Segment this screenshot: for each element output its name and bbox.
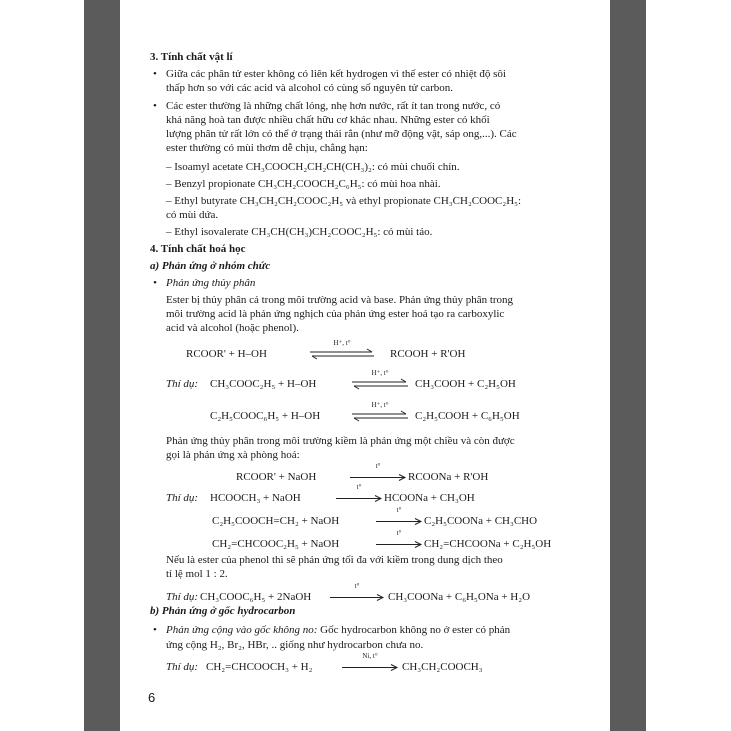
equation-5-condition: t° — [356, 483, 362, 491]
saponification-paragraph-line-1: Phản ứng thủy phân trong môi trường kiềm là phản ứng một chiều và còn được — [166, 435, 515, 447]
equation-4-condition: t° — [375, 462, 381, 470]
arrow-right-icon — [330, 594, 384, 601]
saponification-paragraph-line-2: gọi là phản ứng xà phòng hoá: — [166, 449, 300, 461]
equation-9-condition: Ni, t° — [362, 652, 378, 660]
bullet-2-line-2: khả năng hoà tan được nhiều chất hữu cơ khác nhau. Những ester có khối — [166, 114, 490, 126]
equation-8-reactants: CH₃COOC₆H₅ + 2NaOH — [200, 591, 312, 603]
equilibrium-arrow-icon — [310, 349, 374, 359]
equation-1-reactants: RCOOR' + H–OH — [186, 348, 267, 360]
phenol-ester-line-1: Nếu là ester của phenol thì sẽ phản ứng tối đa với kiềm trong dung dịch theo — [166, 554, 503, 566]
equation-3-condition: H⁺, t° — [371, 401, 389, 409]
arrow-right-icon — [336, 495, 382, 502]
hydrolysis-paragraph-line-1: Ester bị thủy phân cả trong môi trường acid và base. Phản ứng thủy phân trong — [166, 294, 514, 306]
example-label: Thí dụ: — [166, 591, 199, 603]
document-page — [120, 0, 610, 731]
equation-7-reactants: CH₂=CHCOOC₂H₅ + NaOH — [212, 538, 340, 550]
equation-3-reactants: C₂H₅COOC₆H₅ + H–OH — [210, 410, 321, 422]
equation-3-products: C₂H₅COOH + C₆H₅OH — [415, 410, 520, 422]
equation-2-reactants: CH₃COOC₂H₅ + H–OH — [210, 378, 317, 390]
equation-5-reactants: HCOOCH₃ + NaOH — [210, 492, 301, 504]
equation-1-products: RCOOH + R'OH — [390, 348, 466, 360]
phenol-ester-line-2: tỉ lệ mol 1 : 2. — [166, 568, 228, 580]
ester-example-1: – Isoamyl acetate CH₃COOCH₂CH₂CH(CH₃)₂: có mùi chuối chín. — [166, 161, 460, 173]
bullet-2-line-4: ester thường có mùi thơm dễ chịu, chẳng hạn: — [166, 142, 368, 154]
addition-bullet-text: Gốc hydrocarbon không no ở ester có phản — [317, 624, 511, 636]
bullet-1-line-1: • Giữa các phân tử ester không có liên kết hydrogen vì thế ester có nhiệt độ sôi — [166, 68, 506, 81]
ester-example-3-line-1: – Ethyl butyrate CH₃CH₂CH₂COOC₂H₅ và ethyl propionate CH₃CH₂COOC₂H₅: — [166, 195, 522, 207]
addition-bullet-title: Phản ứng cộng vào gốc không no: — [166, 624, 318, 636]
hydrolysis-bullet: • Phản ứng thủy phân — [166, 277, 255, 290]
bullet-2-line-3: lượng phân tử rất lớn có thể ở trạng thái rắn (như mỡ động vật, sáp ong,...). Các — [166, 128, 517, 140]
section-3-heading: 3. Tính chất vật lí — [150, 51, 233, 63]
equilibrium-arrow-icon — [352, 411, 408, 421]
hydrolysis-paragraph-line-2: môi trường acid là phản ứng nghịch của phản ứng ester hoá tạo ra carboxylic — [166, 308, 505, 320]
addition-bullet-line-1 — [166, 624, 510, 637]
ester-example-2: – Benzyl propionate CH₃CH₂COOCH₂C₆H₅: có mùi hoa nhài. — [166, 178, 441, 190]
bullet-2-line-1: • Các ester thường là những chất lỏng, nhẹ hơn nước, rất ít tan trong nước, có — [166, 100, 500, 113]
equation-2-products: CH₃COOH + C₂H₅OH — [415, 378, 516, 390]
subsection-b-heading: b) Phản ứng ở gốc hydrocarbon — [150, 605, 296, 617]
equation-4-reactants: RCOOR' + NaOH — [236, 471, 317, 483]
ester-example-3-line-2: có mùi dứa. — [166, 209, 219, 221]
equation-9-reactants: CH₂=CHCOOCH₃ + H₂ — [206, 661, 313, 673]
arrow-right-icon — [342, 664, 398, 671]
example-label: Thí dụ: — [166, 492, 199, 504]
right-dark-border — [610, 0, 646, 731]
equation-6-products: C₂H₅COONa + CH₃CHO — [424, 515, 538, 527]
section-4-heading: 4. Tính chất hoá học — [150, 243, 246, 255]
arrow-right-icon — [376, 541, 422, 548]
bullet-1-line-2: thấp hơn so với các acid và alcohol có cùng số nguyên tử carbon. — [166, 82, 454, 94]
ester-example-4: – Ethyl isovalerate CH₃CH(CH₃)CH₂COOC₂H₅: có mùi táo. — [166, 226, 433, 238]
arrow-right-icon — [376, 518, 422, 525]
example-label: Thí dụ: — [166, 661, 199, 673]
equation-6-condition: t° — [396, 506, 402, 514]
equation-9-products: CH₃CH₂COOCH₃ — [402, 661, 483, 673]
example-label: Thí dụ: — [166, 378, 199, 390]
equation-8-condition: t° — [354, 582, 360, 590]
subsection-a-heading: a) Phản ứng ở nhóm chức — [150, 260, 271, 272]
equation-1-condition: H⁺, t° — [333, 339, 351, 347]
arrow-right-icon — [350, 474, 406, 481]
equation-4-products: RCOONa + R'OH — [408, 471, 489, 483]
equation-2-condition: H⁺, t° — [371, 369, 389, 377]
equilibrium-arrow-icon — [352, 379, 408, 389]
page-number: 6 — [148, 690, 156, 705]
equation-6-reactants: C₂H₅COOCH=CH₂ + NaOH — [212, 515, 340, 527]
left-dark-border — [84, 0, 120, 731]
equation-5-products: HCOONa + CH₃OH — [384, 492, 475, 504]
hydrolysis-paragraph-line-3: acid và alcohol (hoặc phenol). — [166, 322, 299, 334]
equation-7-condition: t° — [396, 529, 402, 537]
equation-8-products: CH₃COONa + C₆H₅ONa + H₂O — [388, 591, 531, 603]
addition-bullet-line-2: ứng cộng H₂, Br₂, HBr, .. giống như hydrocarbon chưa no. — [166, 639, 424, 651]
equation-7-products: CH₂=CHCOONa + C₂H₅OH — [424, 538, 552, 550]
